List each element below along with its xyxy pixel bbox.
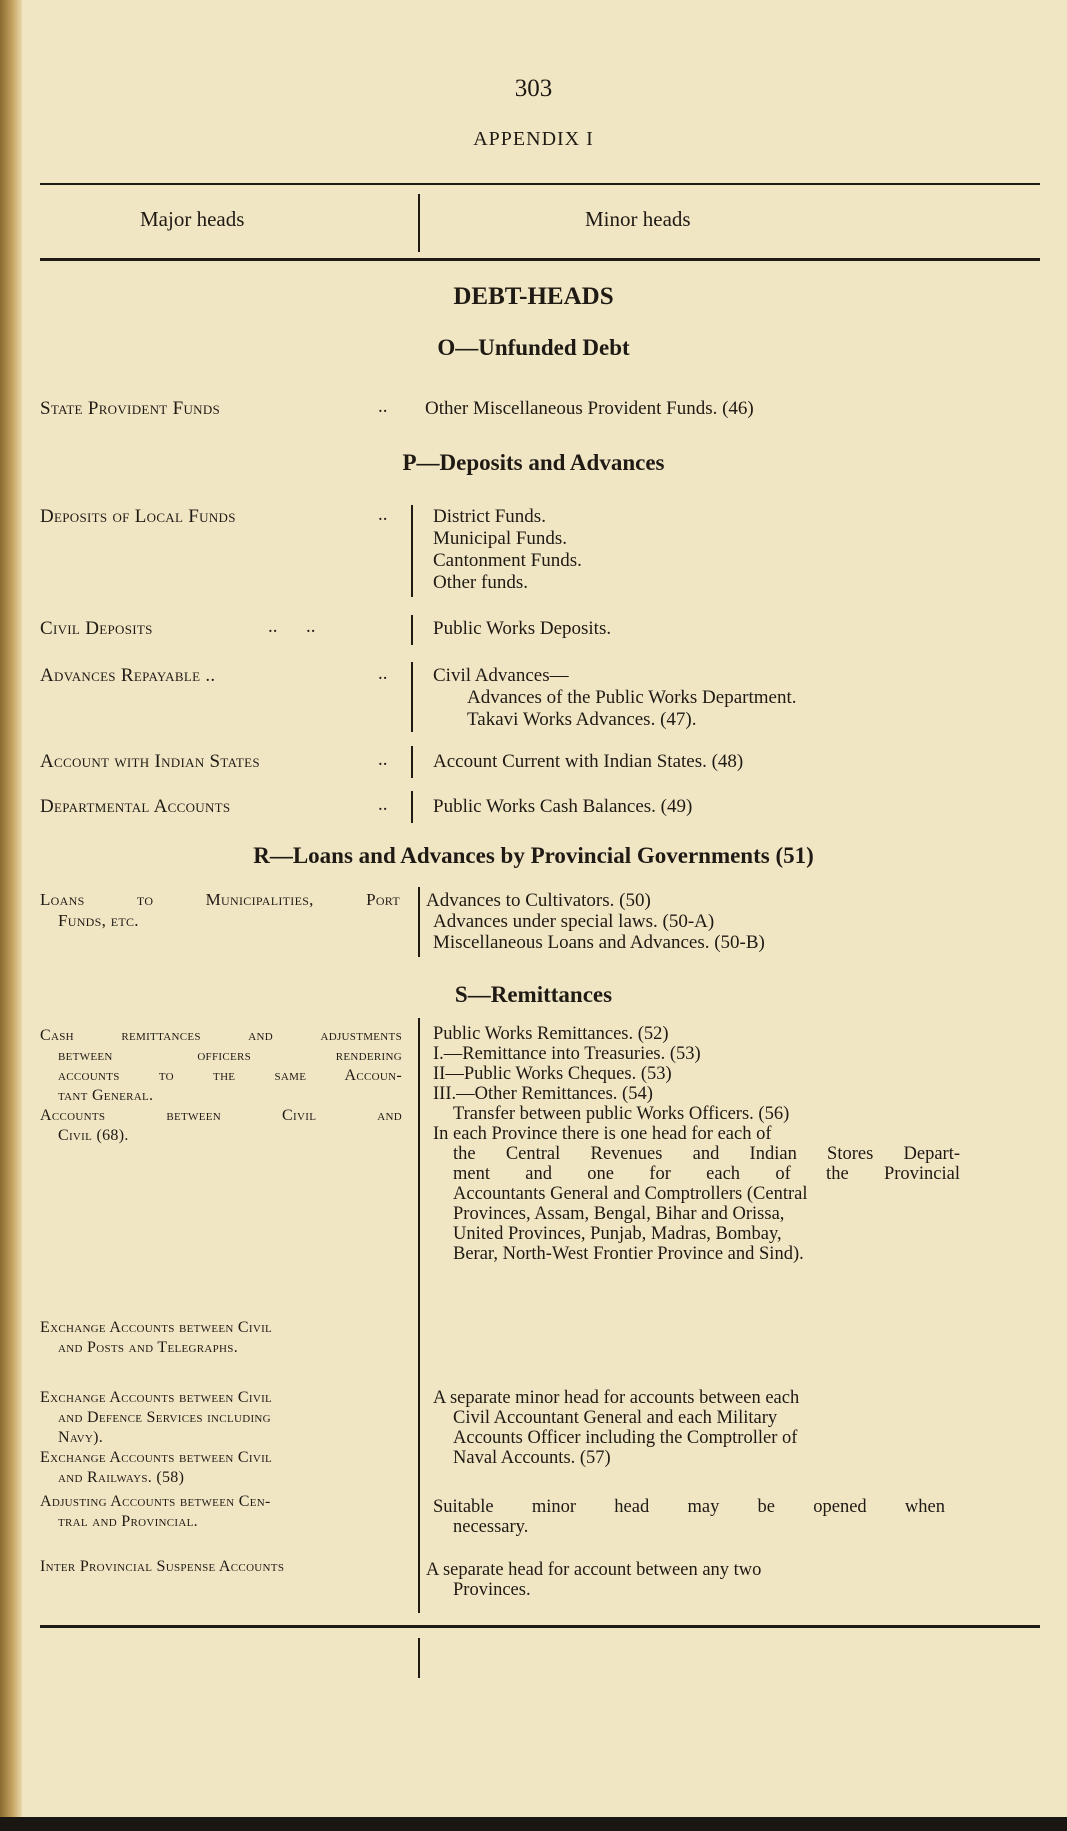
major-head: Accounts between Civil and bbox=[40, 1107, 402, 1124]
minor-head: Miscellaneous Loans and Advances. (50-B) bbox=[433, 932, 765, 953]
minor-head: ment and one for each of the Provincial bbox=[453, 1164, 960, 1184]
minor-head: Public Works Deposits. bbox=[433, 618, 612, 639]
major-head: Inter Provincial Suspense Accounts bbox=[40, 1558, 285, 1575]
minor-head: Takavi Works Advances. (47). bbox=[467, 709, 697, 730]
debt-heads-title: DEBT-HEADS bbox=[453, 283, 614, 310]
leader-dots: .. bbox=[378, 396, 388, 417]
minor-head: Provinces. bbox=[453, 1580, 531, 1600]
minor-head: Civil Advances— bbox=[433, 665, 569, 686]
page-number: 303 bbox=[514, 75, 553, 102]
minor-head: the Central Revenues and Indian Stores Depart- bbox=[453, 1144, 960, 1164]
minor-head: Accounts Officer including the Comptroller of bbox=[453, 1428, 798, 1448]
minor-head: A separate minor head for accounts between each bbox=[433, 1388, 800, 1408]
section-r-title: R—Loans and Advances by Provincial Governments (51) bbox=[253, 843, 814, 868]
minor-head: Transfer between public Works Officers. (56) bbox=[453, 1104, 790, 1124]
major-head: Cash remittances and adjustments bbox=[40, 1027, 402, 1044]
minor-head: Account Current with Indian States. (48) bbox=[433, 751, 744, 772]
major-head: tral and Provincial. bbox=[58, 1513, 198, 1530]
major-head: Civil Deposits bbox=[40, 618, 153, 639]
page-bottom-edge bbox=[0, 1817, 1067, 1831]
header-divider bbox=[418, 194, 420, 252]
major-head: Navy). bbox=[58, 1429, 104, 1446]
leader-dots: .. bbox=[378, 504, 388, 525]
major-heads-header: Major heads bbox=[140, 207, 245, 231]
minor-head: necessary. bbox=[453, 1517, 529, 1537]
section-p-title: P—Deposits and Advances bbox=[402, 450, 665, 475]
minor-head: Public Works Cash Balances. (49) bbox=[433, 796, 693, 817]
header-rule bbox=[40, 258, 1040, 261]
column-divider bbox=[411, 615, 413, 645]
column-divider bbox=[418, 1018, 420, 1613]
minor-head: Accountants General and Comptrollers (Central bbox=[453, 1184, 808, 1204]
minor-head: Advances of the Public Works Department. bbox=[467, 687, 797, 708]
bottom-rule bbox=[40, 1625, 1040, 1628]
minor-head: United Provinces, Punjab, Madras, Bombay, bbox=[453, 1224, 782, 1244]
minor-head: In each Province there is one head for each of bbox=[433, 1124, 772, 1144]
minor-head: Provinces, Assam, Bengal, Bihar and Orissa, bbox=[453, 1204, 785, 1224]
major-head: Exchange Accounts between Civil bbox=[40, 1389, 273, 1406]
minor-head: I.—Remittance into Treasuries. (53) bbox=[433, 1044, 701, 1064]
minor-head: Public Works Remittances. (52) bbox=[433, 1024, 669, 1044]
minor-head: Municipal Funds. bbox=[433, 528, 568, 549]
major-head: accounts to the same Accoun- bbox=[58, 1067, 402, 1084]
major-head: Adjusting Accounts between Cen- bbox=[40, 1493, 271, 1510]
minor-head: A separate head for account between any two bbox=[426, 1560, 762, 1580]
major-head: tant General. bbox=[58, 1087, 154, 1104]
leader-dots: .. bbox=[378, 794, 388, 815]
major-head: and Railways. (58) bbox=[58, 1469, 185, 1486]
major-head: Exchange Accounts between Civil bbox=[40, 1319, 273, 1336]
minor-head: Advances to Cultivators. (50) bbox=[426, 890, 651, 911]
section-o-title: O—Unfunded Debt bbox=[437, 335, 630, 360]
column-divider bbox=[418, 1638, 420, 1678]
column-divider bbox=[418, 887, 420, 957]
minor-head: Naval Accounts. (57) bbox=[453, 1448, 611, 1468]
column-divider bbox=[411, 791, 413, 823]
major-head: Funds, etc. bbox=[58, 911, 139, 930]
major-head: Advances Repayable .. bbox=[40, 665, 216, 686]
minor-head: Advances under special laws. (50-A) bbox=[433, 911, 715, 932]
minor-head: III.—Other Remittances. (54) bbox=[433, 1084, 653, 1104]
book-spine-shadow bbox=[0, 0, 22, 1831]
minor-head: Suitable minor head may be opened when bbox=[433, 1497, 945, 1517]
major-head: between officers rendering bbox=[58, 1047, 402, 1064]
major-head: and Defence Services including bbox=[58, 1409, 271, 1426]
minor-head: District Funds. bbox=[433, 506, 546, 527]
column-divider bbox=[411, 746, 413, 778]
minor-head: II—Public Works Cheques. (53) bbox=[433, 1064, 672, 1084]
minor-head: Civil Accountant General and each Military bbox=[453, 1408, 778, 1428]
major-head: Account with Indian States bbox=[40, 751, 260, 772]
major-head: Civil (68). bbox=[58, 1127, 129, 1144]
minor-head: Berar, North-West Frontier Province and Sind). bbox=[453, 1244, 804, 1264]
section-s-title: S—Remittances bbox=[454, 982, 613, 1007]
major-head: State Provident Funds bbox=[40, 398, 221, 419]
leader-dots: .. bbox=[378, 663, 388, 684]
minor-head: Cantonment Funds. bbox=[433, 550, 582, 571]
column-divider bbox=[411, 662, 413, 732]
major-head: Loans to Municipalities, Port bbox=[40, 890, 400, 909]
top-rule bbox=[40, 183, 1040, 185]
appendix-heading: APPENDIX I bbox=[473, 128, 594, 150]
major-head: Deposits of Local Funds bbox=[40, 506, 236, 527]
minor-head: Other funds. bbox=[433, 572, 528, 593]
leader-dots: .. bbox=[378, 749, 388, 770]
major-head: and Posts and Telegraphs. bbox=[58, 1339, 239, 1356]
major-head: Departmental Accounts bbox=[40, 796, 231, 817]
major-head: Exchange Accounts between Civil bbox=[40, 1449, 273, 1466]
minor-heads-header: Minor heads bbox=[585, 207, 691, 231]
leader-dots: .. .. bbox=[268, 616, 316, 637]
minor-head: Other Miscellaneous Provident Funds. (46) bbox=[425, 398, 754, 419]
column-divider bbox=[411, 505, 413, 597]
